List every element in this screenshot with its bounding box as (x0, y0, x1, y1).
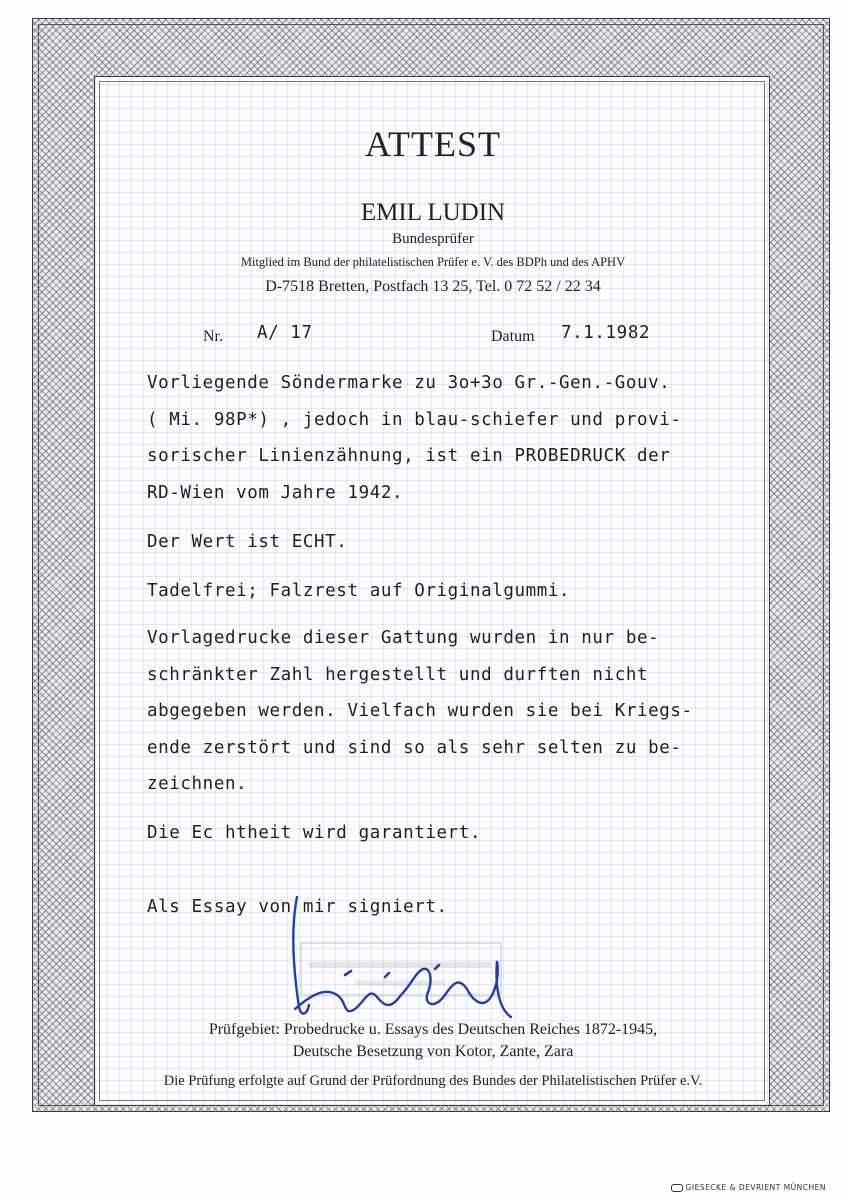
certificate-title: ATTEST (365, 124, 501, 164)
number-value: A/ 17 (257, 323, 313, 343)
description-paragraph (147, 365, 747, 511)
rarity-line: Vorlagedrucke dieser Gattung wurden in nur be- (147, 628, 660, 648)
number-label: Nr. (203, 328, 223, 345)
rules-line: Die Prüfung erfolgte auf Grund der Prüfordnung des Bundes der Philatelistischen Prüfer e.V. (163, 1073, 703, 1089)
printer-mark-text: GIESECKE & DEVRIENT MÜNCHEN (685, 1183, 826, 1192)
description-line: RD-Wien vom Jahre 1942. (147, 482, 404, 503)
certificate-panel (94, 76, 770, 1106)
guarantee-text: Die Ec htheit wird garantiert. (147, 823, 482, 843)
rarity-line: schränkter Zahl hergestellt und durften nicht (147, 664, 649, 685)
scope-line-1: Prüfgebiet: Probedrucke u. Essays des Deutschen Reiches 1872-1945, (208, 1021, 658, 1038)
genuine-text: Der Wert ist ECHT. (147, 532, 348, 552)
printer-logo-icon (671, 1184, 683, 1192)
guarantee-statement (147, 815, 747, 852)
printer-mark (671, 1183, 826, 1192)
scope-line-2: Deutsche Besetzung von Kotor, Zante, Zara (292, 1043, 574, 1060)
description-line: Vorliegende Söndermarke zu 3o+3o Gr.-Gen.-Gouv. (147, 373, 671, 393)
examiner-role: Bundesprüfer (392, 231, 474, 247)
genuine-statement (147, 524, 747, 561)
rarity-line: ende zerstört und sind so als sehr selten zu be- (147, 737, 682, 758)
description-line: ( Mi. 98P*) , jedoch in blau-schiefer und provi- (147, 409, 682, 430)
rarity-line: zeichnen. (147, 774, 248, 794)
examiner-name: EMIL LUDIN (360, 199, 506, 226)
handwritten-signature (285, 877, 525, 1027)
condition-text: Tadelfrei; Falzrest auf Originalgummi. (147, 581, 571, 601)
condition-statement (147, 573, 747, 610)
date-value: 7.1.1982 (561, 323, 651, 343)
rarity-paragraph (147, 620, 747, 803)
description-line: sorischer Linienzähnung, ist ein PROBEDRUCK der (147, 446, 671, 466)
signed-text: Als Essay von mir signiert. (147, 897, 448, 917)
membership-line: Mitglied im Bund der philatelistischen Prüfer e. V. des BDPh und des APHV (240, 255, 626, 269)
examiner-address: D-7518 Bretten, Postfach 13 25, Tel. 0 72 52 / 22 34 (265, 278, 601, 295)
rarity-line: abgegeben werden. Vielfach wurden sie bei Kriegs- (147, 701, 693, 721)
date-label: Datum (491, 328, 535, 345)
